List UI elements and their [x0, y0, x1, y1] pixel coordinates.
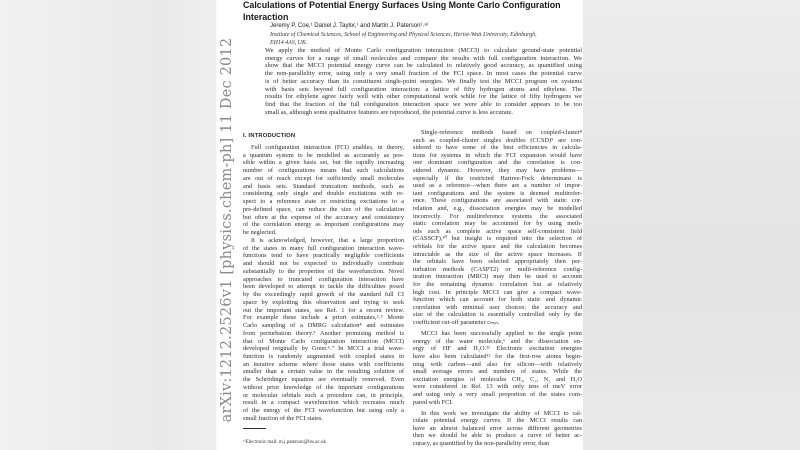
text-line: static correlation may be accounted for by using meth-	[413, 220, 582, 228]
text-line: Carlo sampling of a DMRG calculation⁴ and estimates	[243, 322, 404, 330]
text-line: and basis sets. Standard truncation methods, such as	[243, 182, 404, 190]
text-line: show that the MCCI potential energy curve can be calculated to relatively good accuracy, as quantified using	[265, 62, 582, 70]
text-line: find that the fraction of the full configuration interaction space we were able to consider appears to be too	[265, 100, 582, 108]
text-line: space by exploiting this observation and trying to seek	[243, 298, 404, 306]
text-line: We apply the method of Monte Carlo configuration interaction (MCCI) to calculate ground-state potential	[265, 47, 582, 54]
title-line-2: Interaction	[243, 12, 289, 22]
title-line-1: Calculations of Potential Energy Surfaces Using Monte Carlo Configuration	[243, 0, 561, 10]
text-line: correlation with minimal user choices: the accuracy and	[413, 303, 582, 311]
text-line: especially if the restricted Hartree-Fock determinant is	[413, 174, 582, 182]
text-line: are out of reach except for sufficiently small molecules	[243, 174, 404, 182]
text-line: considering only single and double excitations with re-	[243, 190, 404, 198]
text-line: function is randomly augmented with coupled states in	[243, 352, 404, 360]
text-line: used as a reference—when there are a number of impor-	[413, 182, 582, 190]
text-line: ence. These configurations are associated with static cor-	[413, 197, 582, 205]
text-line: small as, although some qualitative features are reproduced, the potential curve is less accurate.	[265, 108, 513, 116]
text-line: tions for systems in which the FCI expansion would have	[413, 151, 582, 159]
text-line: have also been calculated¹² for the first-row atoms begin-	[413, 352, 582, 360]
arxiv-stamp: arXiv:1212.2526v1 [physics.chem-ph] 11 Dec 2012	[219, 37, 235, 423]
text-line: energy of the water molecule,⁶ and the dissociation en-	[413, 337, 582, 345]
footnote: ᵃ⁾Electronic mail: m.j.paterson@hw.ac.uk	[243, 440, 326, 445]
text-line: or molecular orbitals such a procedure can, in principle,	[243, 391, 404, 399]
text-line: approaches to truncated configuration interaction have	[243, 275, 404, 283]
text-line: size of the calculation is essentially controlled only by the	[413, 311, 582, 319]
text-line: a quantum system to be modelled as accurately as pos-	[243, 151, 404, 159]
text-line: coefficient cut-off parameter cₘᵢₙ.	[413, 319, 500, 326]
text-line: culate potential energy curves. If the MCCI results can	[413, 417, 582, 425]
text-line: the Schrödinger equation are eventually removed. Even	[243, 376, 404, 384]
text-line: the orbitals have been selected appropriately then per-	[413, 258, 582, 266]
text-line: sidered to have some of the best efficiencies in calcula-	[413, 144, 582, 152]
author-list: Jeremy P. Coe,¹ Daniel J. Taylor,¹ and Martin J. Paterson¹˒ᵃ⁾	[270, 23, 429, 29]
text-line: results for ethylene agree fairly well with other computational work while for the lattice of fifty hydrogens we	[265, 93, 582, 101]
text-line: be neglected.	[243, 229, 277, 237]
text-line: number of configurations means that such calculations	[243, 167, 404, 175]
text-line: small fraction of the FCI states.	[243, 414, 323, 422]
text-line: result in a compact wavefunction which recreates much	[243, 399, 404, 407]
text-line: of the correlation energy as important configurations may	[243, 221, 404, 229]
text-line: Full configuration interaction (FCI) enables, in theory,	[251, 144, 404, 151]
text-line: energy curves for a range of small molecules and compare the results with full configuration interaction. We	[265, 54, 582, 62]
text-line: but often at the expense of the accuracy and consistency	[243, 213, 404, 221]
text-line: and using only a very small proportion of the states com-	[413, 390, 582, 398]
text-line: by the exceedingly rapid growth of the standard full CI	[243, 291, 404, 299]
text-line: sidered dynamic. However, they may have problems—	[413, 167, 582, 174]
text-line: smaller than a certain value in the resulting solution of	[243, 368, 404, 376]
affiliation-line-2: EH14 4AS, UK.	[270, 39, 308, 46]
text-line: without prior knowledge of the important configurations	[243, 383, 404, 391]
text-line: out the important states, see Ref. 1 for a recent review.	[243, 306, 404, 314]
text-line: curacy, as quantified by the non-parallelity error, than	[413, 440, 550, 447]
text-line: relation and, e.g., dissociation energies may be modelled	[413, 205, 582, 212]
text-line: function which can account for both static and dynamic	[413, 296, 582, 304]
text-line: intractable as the size of the active space increases. If	[413, 250, 582, 258]
text-line: then we should be able to produce a curve of better ac-	[413, 432, 582, 440]
text-line: is of better accuracy than its constituent single-point energies. We finally test the MCCI program on systems	[265, 77, 582, 85]
text-line: pre-defined space, can reduce the size of the calculation	[243, 205, 404, 213]
affiliation-line-1: Institute of Chemical Sciences, School of Engineering and Physical Sciences, Heriot-Watt University, Edinburgh,	[270, 32, 537, 38]
text-line: MCCI has been successfully applied to the single point	[421, 330, 582, 338]
text-line: high cost. In principle MCCI can give a compact wave-	[413, 288, 582, 296]
viewer-background	[583, 0, 800, 450]
text-line: spect to a reference state or restricting excitations to a	[243, 198, 404, 206]
text-line: of the energy of the FCI wavefunction but using only a	[243, 407, 404, 415]
text-line: pared with FCI.	[413, 398, 453, 406]
text-line: ods such as complete active space self-consistent field	[413, 227, 582, 235]
text-line: have an almost balanced error across different geometries	[413, 424, 582, 432]
text-line: excitation energies of molecules CH₂, C₂, N₂ and H₂O	[413, 375, 582, 383]
text-line: incorrectly. For multireference systems the associated	[413, 212, 582, 220]
text-line: (CASSCF),¹⁰ but insight is required into the selection of	[413, 235, 582, 243]
text-line: from perturbation theory.⁵ Another promising method is	[243, 329, 404, 337]
text-line: of the states in many full configuration interaction wave-	[243, 244, 404, 252]
text-line: developed originally by Greer.⁶˒⁷ In MCCI a trial wave-	[243, 345, 404, 353]
text-line: such as coupled-cluster singles doubles (CCSD)⁹ are con-	[413, 136, 582, 144]
text-line: an iterative scheme where those states with coefficients	[243, 360, 404, 368]
text-line: for the remaining dynamic correlation but at relatively	[413, 281, 582, 288]
text-line: tant configurations and the system is deemed multirefer-	[413, 189, 582, 197]
text-line: one dominant configuration and the correlation is con-	[413, 159, 582, 167]
text-line: Single-reference methods based on coupled-cluster⁸	[421, 129, 582, 136]
text-line: with basis sets beyond full configuration interaction: a lattice of fifty hydrogen atoms and ethylene. The	[265, 85, 582, 93]
text-line: and should not be expected to individually contribute	[243, 260, 404, 268]
footnote-rule	[243, 428, 266, 429]
text-line: In this work we investigate the ability of MCCI to cal-	[421, 409, 582, 417]
text-line: the non-parallelity error, using only a very small fraction of the FCI space. In most cases the potential curve	[265, 70, 582, 78]
text-line: been developed to attempt to tackle the difficulties posed	[243, 283, 404, 291]
text-line: that of Monte Carlo configuration interaction (MCCI)	[243, 337, 404, 345]
text-line: orbitals for the active space and the calculation becomes	[413, 243, 582, 250]
text-line: turbation methods (CASPT2) or multi-reference config-	[413, 265, 582, 273]
text-line: For example these include a priori estimates,²˒³ Monte	[243, 314, 404, 322]
text-line: ergy of HF and H₂O.¹¹ Electronic excitation energies	[413, 345, 582, 353]
text-line: ning with carbon—and also for silicon—with relatively	[413, 360, 582, 368]
paper-title	[243, 0, 561, 23]
text-line: sible within a given basis set, but the rapidly increasing	[243, 159, 404, 167]
text-line: uration interaction (MRCI) may then be used to account	[413, 273, 582, 281]
text-line: substantially to the properties of the wavefunction. Novel	[243, 267, 404, 275]
text-line: small average errors and numbers of states. While the	[413, 368, 582, 376]
text-line: functions tend to have practically negligible coefficients	[243, 252, 404, 260]
text-line: It is acknowledged, however, that a large proportion	[251, 236, 404, 244]
section-heading: I. INTRODUCTION	[243, 133, 296, 139]
text-line: were considered in Ref. 13 with only tens of meV error	[413, 383, 582, 391]
